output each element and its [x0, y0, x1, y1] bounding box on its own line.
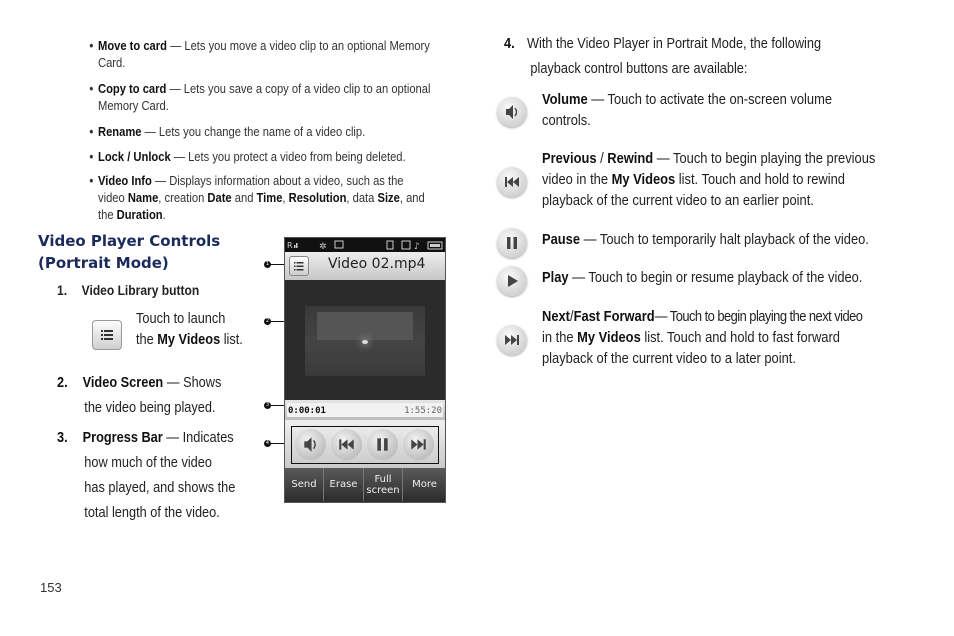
term: Move to card	[98, 38, 167, 53]
t: — Indicates	[162, 430, 234, 446]
desc: Memory Card.	[98, 98, 169, 113]
t: Name	[127, 190, 159, 205]
t: controls.	[542, 113, 591, 129]
callout-line	[271, 321, 285, 322]
desc: Card.	[98, 55, 126, 70]
bullet-icon: •	[89, 173, 94, 188]
t: Size	[377, 190, 400, 205]
t: video in the	[542, 172, 612, 188]
t: how much of the video	[84, 455, 212, 471]
t: the video being played.	[84, 400, 216, 416]
t: has played, and shows the	[84, 480, 236, 496]
controls-area	[285, 420, 445, 468]
term: Next	[542, 309, 570, 325]
callout-2: 2	[265, 318, 270, 324]
pause-icon	[497, 228, 527, 258]
section-heading	[38, 230, 220, 274]
volume-desc	[542, 90, 898, 132]
t: playback of the current video to a later point.	[542, 351, 796, 367]
item-number: 1.	[57, 282, 68, 298]
term: Previous	[542, 151, 597, 167]
t: .	[162, 207, 166, 222]
term: Volume	[542, 92, 588, 108]
t: the	[98, 207, 117, 222]
t: in the	[542, 330, 578, 346]
desc: — Displays information about a video, such as the	[151, 173, 404, 188]
t: My Videos	[157, 332, 221, 348]
t: — Touch to temporarily halt playback of the video.	[580, 232, 869, 248]
fast-forward-icon	[403, 429, 434, 460]
bullet-icon: •	[89, 124, 94, 139]
phone-screenshot	[284, 237, 446, 503]
desc: — Lets you protect a video from being deleted.	[170, 149, 406, 164]
bullet-icon: •	[89, 149, 94, 164]
t: list. Touch and hold to rewind	[675, 172, 845, 188]
tab-erase[interactable]: Erase	[324, 468, 364, 501]
previous-rewind-desc	[542, 149, 898, 212]
term: Lock / Unlock	[98, 149, 171, 164]
t: Duration	[116, 207, 163, 222]
pause-icon	[367, 429, 398, 460]
tab-more[interactable]: More	[412, 479, 437, 490]
t: playback control buttons are available:	[530, 61, 748, 77]
t: /	[569, 309, 574, 325]
callout-3: 3	[265, 402, 270, 408]
pause-desc	[542, 230, 907, 251]
item-title: Video Library button	[81, 282, 200, 298]
svg-text:✲: ✲	[319, 242, 327, 252]
t: Date	[207, 190, 232, 205]
volume-icon	[295, 429, 326, 460]
fast-forward-icon	[497, 325, 527, 355]
item-2	[57, 371, 259, 421]
bullet-icon: •	[89, 38, 94, 53]
t: Touch to launch	[136, 311, 226, 327]
term: Rewind	[607, 151, 654, 167]
bullet-copy-to-card	[89, 80, 442, 114]
video-library-button[interactable]	[289, 256, 309, 276]
term: Video Info	[98, 173, 152, 188]
callout-1: 1	[265, 261, 270, 267]
term: Copy to card	[98, 81, 167, 96]
t: , data	[346, 190, 378, 205]
term: Fast Forward	[573, 309, 655, 325]
bullet-rename	[89, 123, 442, 140]
item-1-heading	[57, 282, 199, 298]
t: My Videos	[577, 330, 641, 346]
play-icon	[497, 266, 527, 296]
bullet-icon: •	[89, 81, 94, 96]
term: Rename	[98, 124, 142, 139]
section-title-line: Video Player Controls	[38, 232, 221, 250]
play-desc	[542, 268, 907, 289]
t: /	[596, 151, 608, 167]
t: Time	[256, 190, 283, 205]
status-bar	[285, 238, 445, 252]
t: , creation	[158, 190, 208, 205]
item-number: 2.	[57, 375, 68, 391]
title-bar	[285, 252, 445, 280]
tab-send[interactable]: Send	[285, 468, 324, 501]
t: — Touch to begin playing the next video	[654, 309, 863, 325]
desc: — Lets you save a copy of a video clip to an optional	[166, 81, 431, 96]
section-title-line: (Portrait Mode)	[38, 254, 169, 272]
desc: — Lets you change the name of a video clip.	[141, 124, 366, 139]
term: Play	[542, 270, 569, 286]
list-icon	[92, 320, 122, 350]
list-icon	[290, 257, 308, 275]
t: video	[98, 190, 128, 205]
svg-text:R: R	[287, 241, 293, 250]
t: — Touch to activate the on-screen volume	[587, 92, 833, 108]
t: playback of the current video to an earlier point.	[542, 193, 814, 209]
t: My Videos	[611, 172, 676, 188]
t: total length of the video.	[84, 505, 220, 521]
step-number: 4.	[504, 36, 515, 52]
rewind-button[interactable]	[331, 429, 362, 460]
rewind-icon	[497, 167, 527, 197]
item-title: Video Screen	[82, 375, 164, 391]
term: Pause	[542, 232, 581, 248]
t: list. Touch and hold to fast forward	[640, 330, 840, 346]
desc: — Lets you move a video clip to an optional Memory	[166, 38, 430, 53]
volume-button[interactable]	[295, 429, 326, 460]
item-title: Progress Bar	[82, 430, 163, 446]
t: and	[231, 190, 257, 205]
step-4-intro	[504, 32, 865, 82]
volume-icon	[497, 97, 527, 127]
item-number: 3.	[57, 430, 68, 446]
item-1-desc	[136, 309, 268, 351]
svg-text:♪: ♪	[414, 242, 420, 252]
t: Resolution	[288, 190, 347, 205]
t: With the Video Player in Portrait Mode, the following	[526, 36, 822, 52]
t: — Shows	[163, 375, 222, 391]
fast-forward-button[interactable]	[403, 429, 434, 460]
elapsed-time: 0:00:01	[288, 406, 326, 416]
t: — Touch to begin playing the previous	[653, 151, 876, 167]
t: — Touch to begin or resume playback of the video.	[568, 270, 863, 286]
pause-button[interactable]	[367, 429, 398, 460]
bullet-lock-unlock	[89, 148, 442, 165]
bullet-video-info	[89, 172, 442, 223]
tab-full-screen[interactable]: Full screen	[364, 468, 403, 501]
callout-line	[271, 405, 285, 406]
next-fast-forward-desc	[542, 307, 898, 370]
bullet-move-to-card	[89, 37, 442, 71]
total-time: 1:55:20	[404, 406, 442, 416]
callout-4: 4	[265, 440, 270, 446]
progress-bar[interactable]	[285, 400, 445, 420]
t: , and	[399, 190, 425, 205]
video-screen[interactable]	[285, 280, 445, 400]
function-bar	[285, 468, 445, 502]
video-title: Video 02.mp4	[328, 256, 426, 272]
t: ,	[282, 190, 289, 205]
t: the	[136, 332, 158, 348]
page-number: 153	[40, 580, 62, 595]
t: list.	[220, 332, 243, 348]
rewind-icon	[331, 429, 362, 460]
item-3	[57, 426, 259, 526]
